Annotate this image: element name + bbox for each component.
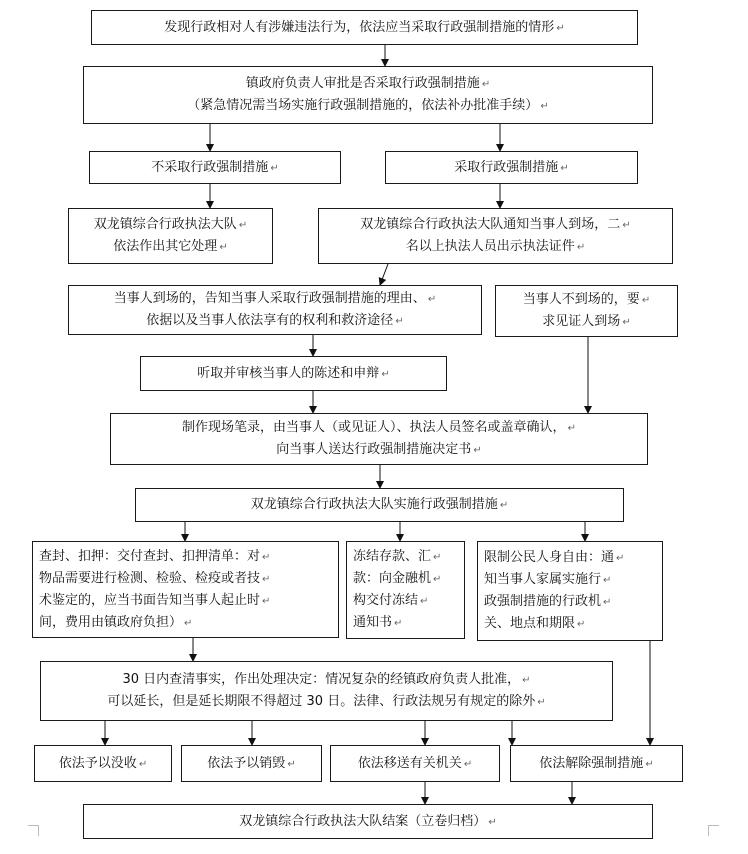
paragraph-mark-icon: ↵ xyxy=(262,595,271,607)
box-party-present xyxy=(68,285,482,335)
box-text: 间，费用由镇政府负担） xyxy=(39,614,183,630)
paragraph-mark-icon: ↵ xyxy=(567,423,576,434)
box-text-line xyxy=(239,811,496,833)
box-transfer-authority xyxy=(330,745,500,782)
box-text: 镇政府负责人审批是否采取行政强制措施 xyxy=(245,76,480,91)
box-freeze-deposits xyxy=(346,541,465,639)
box-close-case xyxy=(83,804,653,839)
box-text-line xyxy=(276,439,481,461)
box-text: 构交付冻结 xyxy=(353,593,419,608)
box-destroy xyxy=(181,745,322,782)
box-notify-party xyxy=(318,208,673,264)
box-text: 依法移送有关机关 xyxy=(357,755,462,771)
box-text: 物品需要进行检测、检验、检疫或者技 xyxy=(39,570,261,586)
paragraph-mark-icon: ↵ xyxy=(262,551,271,563)
box-text: 双龙镇综合行政执法大队结案（立卷归档） xyxy=(239,813,487,829)
box-hear-statements xyxy=(140,356,447,391)
box-text-line xyxy=(94,214,247,236)
box-text: 依法解除强制措施 xyxy=(539,755,644,771)
box-text: （紧急情况需当场实施行政强制措施的，依法补办批准手续） xyxy=(187,98,539,113)
box-text: 采取行政强制措施 xyxy=(454,159,559,175)
box-text-line xyxy=(39,612,192,634)
box-text: 限制公民人身自由：通 xyxy=(484,550,615,565)
box-text: 双龙镇综合行政执法大队 xyxy=(93,217,237,232)
box-text: 政强制措施的行政机 xyxy=(484,594,602,609)
box-text-line xyxy=(113,236,227,258)
box-text: 向当事人送达行政强制措施决定书 xyxy=(276,442,472,457)
page-corner-mark-right xyxy=(708,825,719,836)
box-text-line xyxy=(107,691,545,713)
box-other-handling xyxy=(68,208,273,264)
paragraph-mark-icon: ↵ xyxy=(473,445,482,456)
paragraph-mark-icon: ↵ xyxy=(616,553,625,564)
box-text-line xyxy=(484,569,611,591)
box-text-line xyxy=(358,753,472,775)
paragraph-mark-icon: ↵ xyxy=(560,162,569,174)
paragraph-mark-icon: ↵ xyxy=(499,500,509,511)
paragraph-mark-icon: ↵ xyxy=(420,596,429,607)
box-text: 可以延长，但是延长期限不得超过 30 日。法律、行政法规另有规定的除外 xyxy=(107,694,536,709)
box-text: 术鉴定的，应当书面告知当事人起止时 xyxy=(39,592,261,608)
paragraph-mark-icon: ↵ xyxy=(381,368,390,380)
box-text-line xyxy=(251,494,508,516)
box-text: 通知书 xyxy=(353,615,393,630)
box-text-line xyxy=(187,95,548,117)
box-30-day-decision xyxy=(40,661,613,721)
paragraph-mark-icon: ↵ xyxy=(622,317,631,328)
box-text-line xyxy=(454,157,568,179)
box-no-measures xyxy=(89,151,341,184)
box-text-line xyxy=(353,612,402,634)
box-seize-detain xyxy=(32,541,339,638)
box-text: 款：向金融机 xyxy=(353,571,432,586)
box-text: 知当事人家属实施行 xyxy=(484,572,602,587)
box-text-line xyxy=(164,17,564,39)
box-text-line xyxy=(39,546,270,568)
box-text: 不采取行政强制措施 xyxy=(151,159,269,175)
box-text: 30 日内查清事实，作出处理决定：情况复杂的经镇政府负责人批准， xyxy=(122,672,521,687)
box-approval xyxy=(83,66,653,124)
box-text: 依据以及当事人依法享有的权利和救济途径 xyxy=(146,313,394,328)
paragraph-mark-icon: ↵ xyxy=(433,574,442,585)
box-text: 发现行政相对人有涉嫌违法行为，依法应当采取行政强制措施的情形 xyxy=(164,19,555,35)
paragraph-mark-icon: ↵ xyxy=(645,758,654,770)
box-text: 依法予以没收 xyxy=(58,755,137,771)
paragraph-mark-icon: ↵ xyxy=(219,242,228,253)
box-discover-violation xyxy=(91,10,638,45)
paragraph-mark-icon: ↵ xyxy=(488,816,497,828)
box-restrict-freedom xyxy=(477,541,663,641)
box-text: 依法作出其它处理 xyxy=(113,239,218,254)
paragraph-mark-icon: ↵ xyxy=(540,101,549,112)
paragraph-mark-icon: ↵ xyxy=(537,697,546,708)
paragraph-mark-icon: ↵ xyxy=(270,162,279,174)
box-text: 双龙镇综合行政执法大队通知当事人到场，二 xyxy=(360,217,621,232)
paragraph-mark-icon: ↵ xyxy=(463,758,473,770)
page-corner-mark-left xyxy=(28,825,39,836)
box-text: 查封、扣押：交付查封、扣押清单：对 xyxy=(39,548,261,564)
box-text-line xyxy=(523,289,650,311)
box-text-line xyxy=(353,546,441,568)
box-text-line xyxy=(353,568,441,590)
box-text-line xyxy=(146,310,403,332)
box-confiscate xyxy=(34,745,172,782)
box-text-line xyxy=(484,547,624,569)
paragraph-mark-icon: ↵ xyxy=(556,22,565,34)
paragraph-mark-icon: ↵ xyxy=(238,220,248,231)
box-take-measures xyxy=(385,151,638,184)
paragraph-mark-icon: ↵ xyxy=(427,294,437,305)
box-implement-measures xyxy=(135,488,624,522)
box-text-line xyxy=(207,753,295,775)
box-text: 听取并审核当事人的陈述和申辩 xyxy=(197,365,380,381)
paragraph-mark-icon: ↵ xyxy=(576,242,586,253)
paragraph-mark-icon: ↵ xyxy=(433,552,442,563)
box-text-line xyxy=(114,288,436,310)
paragraph-mark-icon: ↵ xyxy=(262,573,271,585)
box-text-line xyxy=(122,669,530,691)
box-text-line xyxy=(182,417,576,439)
arrow-b4b-b5a xyxy=(380,264,388,285)
box-text: 冻结存款、汇 xyxy=(353,549,432,564)
paragraph-mark-icon: ↵ xyxy=(394,618,403,629)
paragraph-mark-icon: ↵ xyxy=(577,619,586,630)
paragraph-mark-icon: ↵ xyxy=(138,758,148,770)
box-text: 双龙镇综合行政执法大队实施行政强制措施 xyxy=(250,497,498,512)
paragraph-mark-icon: ↵ xyxy=(522,675,531,686)
paragraph-mark-icon: ↵ xyxy=(641,295,651,306)
paragraph-mark-icon: ↵ xyxy=(603,575,612,586)
box-text: 名以上执法人员出示执法证件 xyxy=(405,239,575,254)
box-party-absent xyxy=(495,285,678,337)
box-text: 当事人不到场的，要 xyxy=(522,292,640,307)
box-text: 当事人到场的，告知当事人采取行政强制措施的理由、 xyxy=(113,291,426,306)
paragraph-mark-icon: ↵ xyxy=(184,617,193,629)
box-text-line xyxy=(484,613,585,635)
box-text: 关、地点和期限 xyxy=(484,616,576,631)
box-text-line xyxy=(360,214,630,236)
paragraph-mark-icon: ↵ xyxy=(622,220,631,231)
box-text: 求见证人到场 xyxy=(542,314,621,329)
box-text-line xyxy=(197,363,389,385)
box-text-line xyxy=(39,568,270,590)
box-text-line xyxy=(151,157,278,179)
box-text: 依法予以销毁 xyxy=(207,755,286,771)
box-make-record xyxy=(110,413,648,465)
paragraph-mark-icon: ↵ xyxy=(395,316,404,327)
box-text-line xyxy=(39,590,270,612)
box-text-line xyxy=(484,591,611,613)
paragraph-mark-icon: ↵ xyxy=(287,758,296,770)
box-text-line xyxy=(59,753,147,775)
box-text-line xyxy=(539,753,653,775)
box-text-line xyxy=(542,311,630,333)
box-text-line xyxy=(406,236,585,258)
box-text-line xyxy=(246,73,490,95)
box-text: 制作现场笔录，由当事人（或见证人）、执法人员签名或盖章确认， xyxy=(182,420,566,435)
box-text-line xyxy=(353,590,428,612)
box-lift-measures xyxy=(510,745,683,782)
paragraph-mark-icon: ↵ xyxy=(603,597,612,608)
paragraph-mark-icon: ↵ xyxy=(481,79,491,90)
